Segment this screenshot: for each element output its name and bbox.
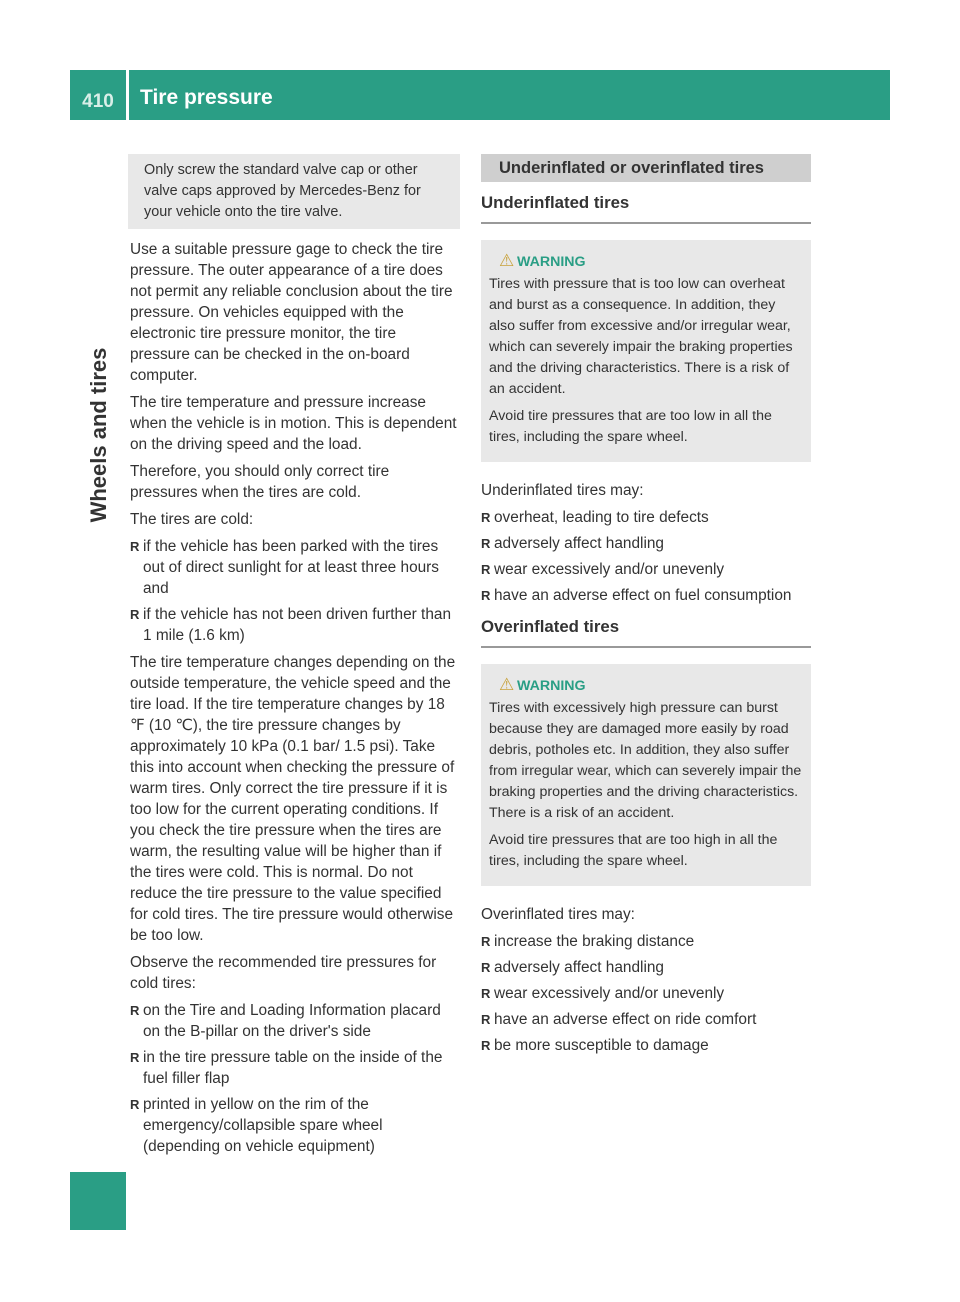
right-column <box>481 154 811 1062</box>
list-item: R adversely affect handling <box>481 959 664 976</box>
side-chapter-block <box>70 1172 126 1230</box>
paragraph-observe-recommended: Observe the recommended tire pressures for cold tires: <box>130 954 437 992</box>
header-divider <box>126 70 129 120</box>
underinflated-warning-box <box>481 240 811 462</box>
pressure-locations-list <box>130 1000 460 1157</box>
bullet-icon: R <box>130 1097 140 1112</box>
list-item: R wear excessively and/or unevenly <box>481 561 725 578</box>
side-chapter-label: Wheels and tires <box>86 347 111 523</box>
list-item: R printed in yellow on the rim of the emergency/collapsible spare wheel (depending on vehicle equipment) <box>130 1096 383 1155</box>
page-number: 410 <box>82 91 114 112</box>
warning-text: Tires with excessively high pressure can burst because they are damaged more easily by road debris, potholes etc. In addition, they also suffer from irregular wear, which can severely impair the braking properties and the driving characteristics. There is a risk of an accident. <box>489 700 802 821</box>
bullet-icon: R <box>481 536 491 551</box>
paragraph-temperature-increase: The tire temperature and pressure increase when the vehicle is in motion. This is dependent on the driving speed and the load. <box>130 394 457 453</box>
list-item: R on the Tire and Loading Information placard on the B-pillar on the driver's side <box>130 1002 441 1040</box>
bullet-icon: R <box>130 1003 140 1018</box>
bullet-icon: R <box>481 1012 491 1027</box>
underinflated-intro: Underinflated tires may: <box>481 482 644 499</box>
list-item: R increase the braking distance <box>481 933 695 950</box>
cold-conditions-list <box>130 536 460 646</box>
bullet-icon: R <box>130 607 140 622</box>
paragraph-tires-are-cold: The tires are cold: <box>130 511 254 528</box>
list-item: R have an adverse effect on ride comfort <box>481 1011 757 1028</box>
warning-triangle-icon: ⚠ <box>499 675 515 694</box>
list-item: R if the vehicle has not been driven further than 1 mile (1.6 km) <box>130 606 452 644</box>
bullet-icon: R <box>481 588 491 603</box>
list-item: R adversely affect handling <box>481 535 664 552</box>
warning-text: Avoid tire pressures that are too low in all the tires, including the spare wheel. <box>489 408 772 445</box>
overinflated-heading: Overinflated tires <box>481 616 811 648</box>
warning-title: ⚠ WARNING <box>499 251 586 270</box>
warning-text: Avoid tire pressures that are too high in all the tires, including the spare wheel. <box>489 832 778 869</box>
list-item: R overheat, leading to tire defects <box>481 509 709 526</box>
overinflated-intro: Overinflated tires may: <box>481 906 635 923</box>
underinflated-effects-list <box>481 507 811 606</box>
section-title: Tire pressure <box>140 86 273 109</box>
list-item: R have an adverse effect on fuel consumption <box>481 587 792 604</box>
bullet-icon: R <box>481 1038 491 1053</box>
warning-text: Tires with pressure that is too low can overheat and burst as a consequence. In addition, they also suffer from excessive and/or irregular wear, which can severely impair the braking properties and the driving characteristics. There is a risk of an accident. <box>489 276 793 397</box>
overinflated-warning-box <box>481 664 811 886</box>
underinflated-heading: Underinflated tires <box>481 192 811 224</box>
paragraph-pressure-gage: Use a suitable pressure gage to check the tire pressure. The outer appearance of a tire does not permit any reliable conclusion about the tire pressure. On vehicles equipped with the electronic tire pressure monitor, the tire pressure can be checked in the on-board computer. <box>130 241 453 384</box>
bullet-icon: R <box>481 510 491 525</box>
list-item: R be more susceptible to damage <box>481 1037 709 1054</box>
left-column <box>130 154 460 1163</box>
overinflated-effects-list <box>481 931 811 1056</box>
bullet-icon: R <box>481 986 491 1001</box>
warning-triangle-icon: ⚠ <box>499 251 515 270</box>
subsection-band-title: Underinflated or overinflated tires <box>481 154 811 182</box>
bullet-icon: R <box>130 1050 140 1065</box>
bullet-icon: R <box>481 562 491 577</box>
bullet-icon: R <box>130 539 140 554</box>
paragraph-correct-when-cold: Therefore, you should only correct tire pressures when the tires are cold. <box>130 463 390 501</box>
bullet-icon: R <box>481 960 491 975</box>
list-item: R wear excessively and/or unevenly <box>481 985 725 1002</box>
bullet-icon: R <box>481 934 491 949</box>
warning-title: ⚠ WARNING <box>499 675 586 694</box>
valve-cap-note: Only screw the standard valve cap or other valve caps approved by Mercedes-Benz for your vehicle onto the tire valve. <box>128 154 460 229</box>
list-item: R if the vehicle has been parked with the tires out of direct sunlight for at least three hours and <box>130 538 440 597</box>
paragraph-temperature-changes: The tire temperature changes depending on the outside temperature, the vehicle speed and the tire load. If the tire temperature changes by 18 ℉ (10 ℃), the tire pressure changes by approximately 10 kPa (0.1 bar/ 1.5 psi). Take this into account when checking the pressure of warm tires. Only correct the tire pressure if it is too low for the current operating conditions. If you check the tire pressure when the tires are warm, the resulting value will be higher than if the tires were cold. This is normal. Do not reduce the tire pressure to the value specified for cold tires. The tire pressure would otherwise be too low. <box>130 654 456 944</box>
list-item: R in the tire pressure table on the inside of the fuel filler flap <box>130 1049 443 1087</box>
